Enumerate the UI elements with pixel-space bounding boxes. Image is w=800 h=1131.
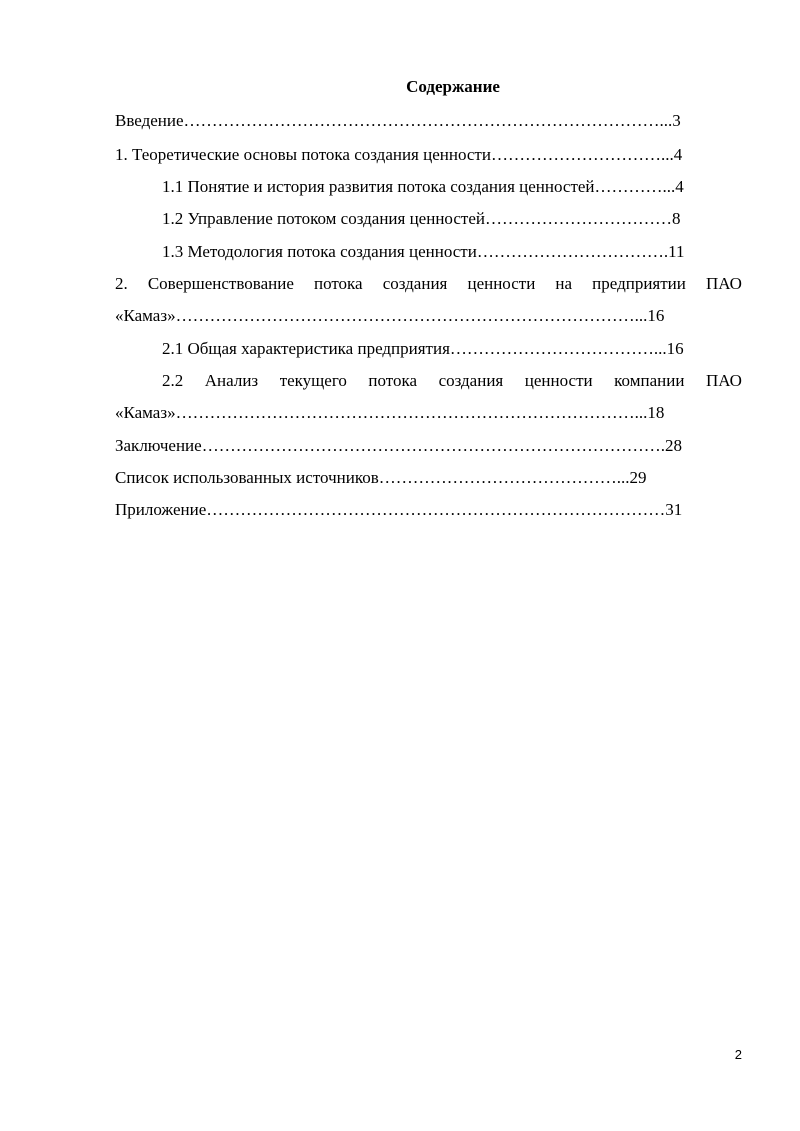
toc-word: потока (368, 371, 418, 390)
toc-word: создания (438, 371, 504, 390)
toc-word: Совершенствование (147, 274, 294, 293)
toc-word: ценности (524, 371, 593, 390)
toc-entry-introduction: Введение…………………………………………………………………………...3 (115, 111, 681, 130)
toc-word: компании (614, 371, 685, 390)
toc-word: ПАО (705, 371, 742, 390)
page-number: 2 (734, 1047, 742, 1062)
toc-entry-chapter-2-line-1 (115, 273, 742, 295)
toc-entry-section-1-1: 1.1 Понятие и история развития потока создания ценностей…………...4 (162, 177, 684, 196)
toc-word: потока (313, 274, 363, 293)
toc-entry-section-1-2: 1.2 Управление потоком создания ценностей……………………………8 (162, 209, 681, 228)
toc-entry-section-2-1: 2.1 Общая характеристика предприятия………………………………...16 (162, 339, 684, 358)
toc-entry-section-2-2-line-1 (162, 370, 742, 392)
toc-entry-conclusion: Заключение……………………………………………………………………….28 (115, 436, 682, 455)
toc-entry-chapter-1: 1. Теоретические основы потока создания ценности…………………………...4 (115, 145, 683, 164)
toc-word: 2.2 (162, 371, 184, 390)
toc-entry-references: Список использованных источников……………………………………...29 (115, 468, 647, 487)
toc-entry-section-1-3: 1.3 Методология потока создания ценности…………………………….11 (162, 242, 685, 261)
toc-word: на (555, 274, 573, 293)
toc-word: текущего (279, 371, 347, 390)
toc-entry-section-2-2-line-2: «Камаз»………………………………………………………………………...18 (115, 403, 665, 422)
toc-word: ценности (467, 274, 536, 293)
toc-entry-chapter-2-line-2: «Камаз»………………………………………………………………………...16 (115, 306, 665, 325)
toc-entry-appendix: Приложение………………………………………………………………………31 (115, 500, 683, 519)
toc-word: создания (382, 274, 448, 293)
toc-title: Содержание (406, 77, 500, 96)
toc-word: ПАО (705, 274, 742, 293)
toc-word: Анализ (204, 371, 259, 390)
toc-word: предприятии (592, 274, 686, 293)
toc-word: 2. (115, 274, 128, 293)
